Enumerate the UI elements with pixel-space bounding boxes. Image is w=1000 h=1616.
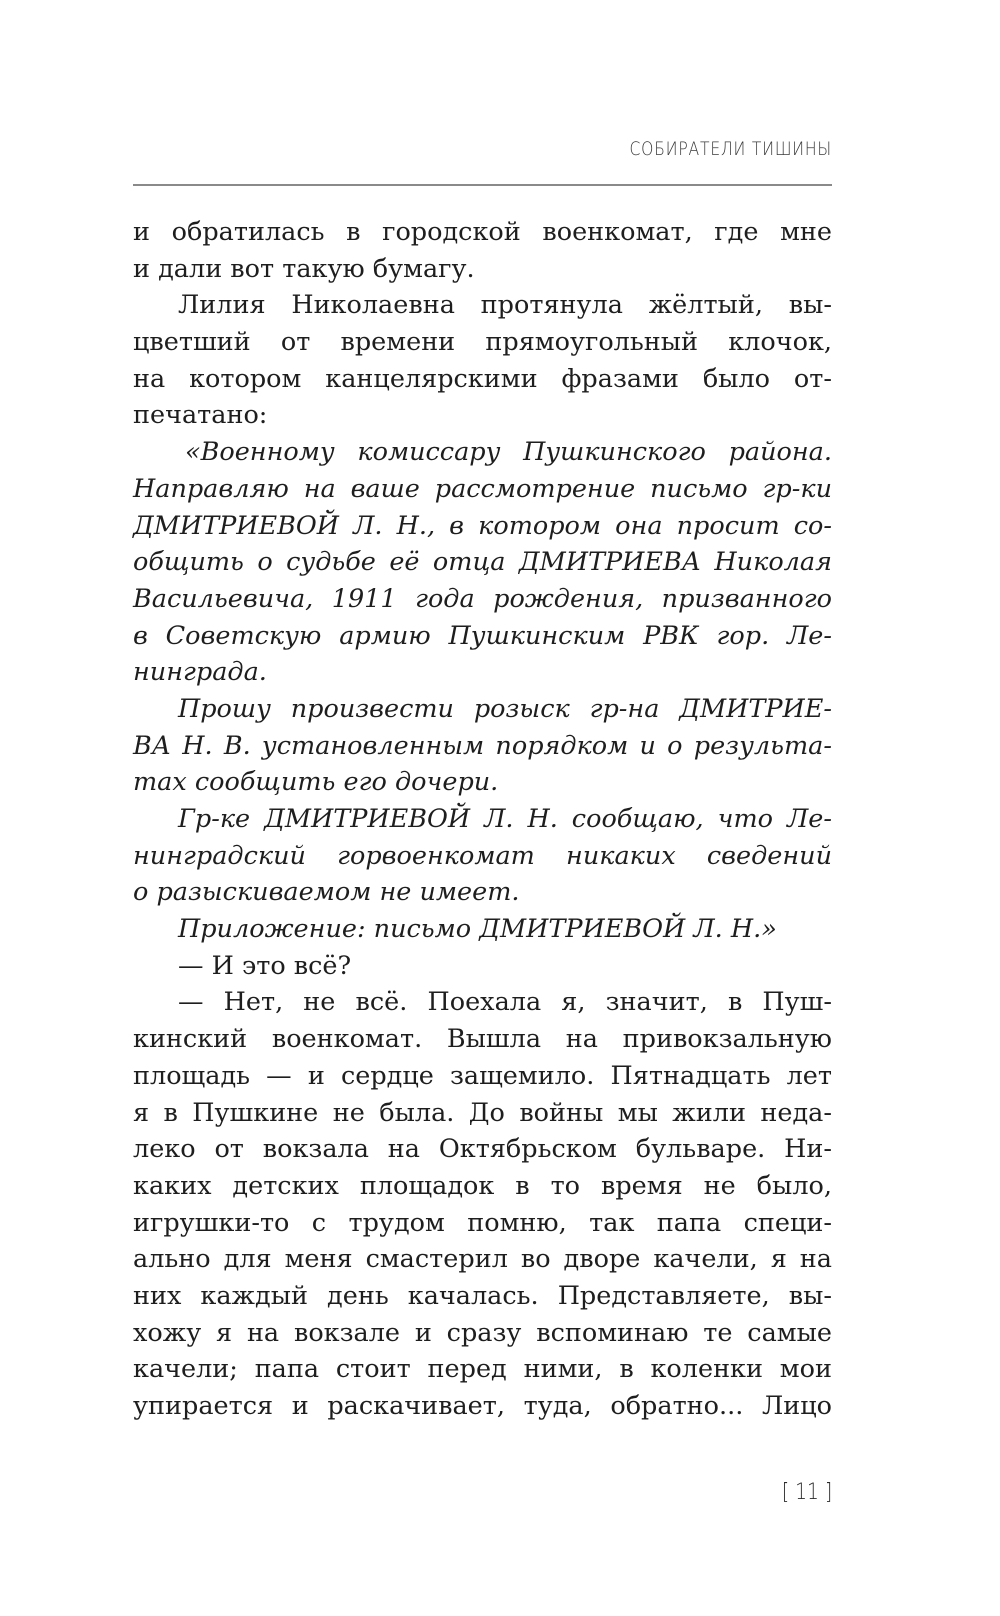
dialogue-line: — Нет, не всё. Поехала я, значит, в Пуш- [178, 987, 832, 1018]
text-line: качели; папа стоит перед ними, в коленки мои [133, 1354, 832, 1385]
quote-line: Приложение: письмо ДМИТРИЕВОЙ Л. Н.» [178, 914, 777, 945]
text-line: кинский военкомат. Вышла на привокзальную [133, 1024, 832, 1055]
text-line: леко от вокзала на Октябрьском бульваре. Ни- [133, 1134, 832, 1165]
text-line: упирается и раскачивает, туда, обратно... Лицо [133, 1391, 832, 1421]
dialogue-line: — И это всё? [178, 950, 352, 981]
quote-line: Прошу произвести розыск гр-на ДМИТРИЕ- [178, 693, 832, 724]
quote-line: общить о судьбе её отца ДМИТРИЕВА Николая [133, 547, 832, 578]
text-line: ально для меня смастерил во дворе качели, я на [133, 1244, 832, 1275]
quote-line: ВА Н. В. установленным порядком и о результа- [133, 730, 832, 761]
header-rule [133, 184, 832, 186]
text-line: игрушки-то с трудом помню, так папа специ- [133, 1207, 832, 1238]
quote-line: о разыскиваемом не имеет. [133, 877, 520, 908]
quote-line: нинградский горвоенкомат никаких сведений [133, 840, 832, 871]
running-header-title: СОБИРАТЕЛИ ТИШИНЫ [629, 138, 832, 160]
text-line: каких детских площадок в то время не было, [133, 1170, 832, 1201]
text-line: площадь — и сердце защемило. Пятнадцать лет [133, 1060, 832, 1091]
text-line: и дали вот такую бумагу. [133, 253, 475, 284]
text-line: хожу я на вокзале и сразу вспоминаю те самые [133, 1317, 832, 1348]
text-line: и обратилась в городской военкомат, где мне [133, 217, 832, 247]
quote-line: нинграда. [133, 657, 267, 688]
text-line: них каждый день качалась. Представляете, вы- [133, 1280, 832, 1311]
text-line: Лилия Николаевна протянула жёлтый, вы- [178, 290, 832, 321]
quote-line: «Военному комиссару Пушкинского района. [185, 437, 832, 468]
quote-line: ДМИТРИЕВОЙ Л. Н., в котором она просит со- [133, 510, 832, 541]
text-line: печатано: [133, 400, 268, 431]
body-text [133, 214, 832, 1425]
page-number: [ 11 ] [781, 1480, 832, 1505]
quote-line: Гр-ке ДМИТРИЕВОЙ Л. Н. сообщаю, что Ле- [178, 804, 832, 834]
quote-line: в Советскую армию Пушкинским РВК гор. Ле- [133, 620, 832, 651]
text-line: на котором канцелярскими фразами было от- [133, 363, 832, 394]
quote-line: тах сообщить его дочери. [133, 767, 499, 798]
quote-line: Васильевича, 1911 года рождения, призванного [133, 583, 832, 614]
text-line: цветший от времени прямоугольный клочок, [133, 327, 832, 358]
quote-line: Направляю на ваше рассмотрение письмо гр-ки [133, 473, 832, 504]
text-line: я в Пушкине не была. До войны мы жили неда- [133, 1097, 832, 1128]
